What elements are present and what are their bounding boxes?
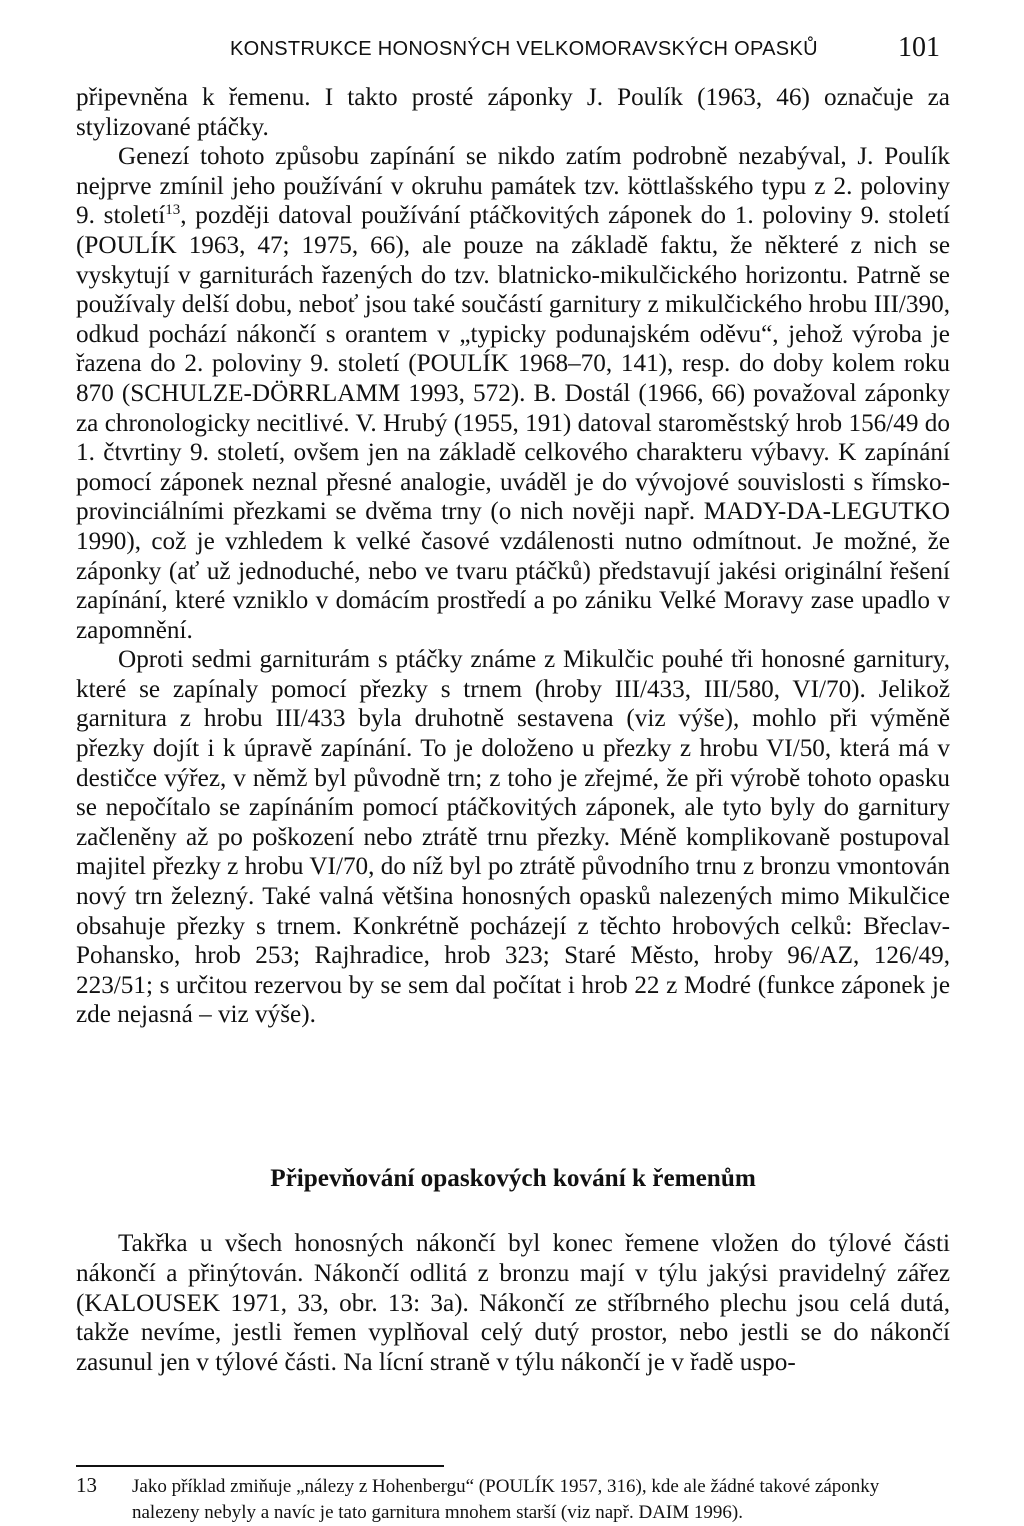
- main-text: [76, 83, 950, 1030]
- footnote-divider: [76, 1465, 444, 1467]
- paragraph-text: , později datoval používání ptáčkovitých záponek do 1. poloviny 9. století (POULÍK 1963, 47; 1975, 66), ale pouze na základě faktu, že některé z nich se vyskytují v garniturách řazených do tzv. blatnicko-mikulčického horizontu. Patrně se používaly delší dobu, neboť jsou také součástí garnitury z mikulčického hrobu III/390, odkud pochází nákončí s orantem v „typicky podunajském oděvu“, jehož výroba je řazena do 2. poloviny 9. století (POULÍK 1968–70, 141), resp. do doby kolem roku 870 (SCHULZE-DÖRRLAMM 1993, 572). B. Dostál (1966, 66) považoval záponky za chronologicky necitlivé. V. Hrubý (1955, 191) datoval staroměstský hrob 156/49 do 1. čtvrtiny 9. století, ovšem jen na základě celkového charakteru výbavy. K zapínání pomocí záponek neznal přesné analogie, uváděl je do vývojové souvislosti s římsko-provinciálními přezkami se dvěma trny (o nich nověji např. MADY-DA-LEGUTKO 1990), což je vzhledem k velké časové vzdálenosti nutno odmítnout. Je možné, že záponky (ať už jednoduché, nebo ve tvaru ptáčků) představují jakési originální řešení zapínání, které vzniklo v domácím prostředí a po zániku Velké Moravy zase upadlo v zapomnění.: [76, 202, 950, 644]
- footnote-reference: 13: [165, 202, 181, 219]
- paragraph-text: Genezí tohoto způsobu zapínání se nikdo zatím podrobně nezabýval, J. Poulík nejprve zmínil jeho používání v okruhu památek tzv. köttlašského typu z 2. poloviny 9. století: [76, 143, 950, 230]
- running-head: KONSTRUKCE HONOSNÝCH VELKOMORAVSKÝCH OPASKŮ: [230, 38, 818, 60]
- paragraph-genesis: [76, 142, 950, 645]
- footnote: [76, 1474, 950, 1526]
- section-text: [76, 1229, 950, 1378]
- paragraph-buckles: Oproti sedmi garniturám s ptáčky známe z Mikulčic pouhé tři honosné garnitury, které se zapínaly pomocí přezky s trnem (hroby III/433, III/580, VI/70). Jelikož garnitura z hrobu III/433 byla druhotně sestavena (viz výše), mohlo při výměně přezky dojít i k úpravě zapínání. To je doloženo u přezky z hrobu VI/50, která má v destičce výřez, v němž byl původně trn; z toho je zřejmé, že při výrobě tohoto opasku se nepočítalo se zapínáním pomocí ptáčkovitých záponek, ale tyto byly do garnitury začleněny až po poškození nebo ztrátě trnu přezky. Méně komplikovaně postupoval majitel přezky z hrobu VI/70, do níž byl po ztrátě původního trnu z bronzu vmontován nový trn železný. Také valná většina honosných opasků nalezených mimo Mikulčice obsahuje přezky s trnem. Konkrétně pocházejí z těchto hrobových celků: Břeclav-Pohansko, hrob 253; Rajhradice, hrob 323; Staré Město, hroby 96/AZ, 126/49, 223/51; s určitou rezervou by se sem dal počítat i hrob 22 z Modré (funkce záponek je zde nejasná – viz výše).: [76, 646, 950, 1029]
- section-paragraph: Takřka u všech honosných nákončí byl konec řemene vložen do týlové části nákončí a přinýtován. Nákončí odlitá z bronzu mají v týlu jakýsi pravidelný zářez (KALOUSEK 1971, 33, obr. 13: 3a). Nákončí ze stříbrného plechu jsou celá dutá, takže nevíme, jestli řemen vyplňoval celý dutý prostor, nebo jestli se do nákončí zasunul jen v týlové části. Na lícní straně v týlu nákončí je v řadě uspo-: [76, 1230, 950, 1377]
- section-heading: Připevňování opaskových kování k řemenům: [270, 1165, 756, 1192]
- page-number: 101: [898, 32, 940, 63]
- paragraph-continuation: připevněna k řemenu. I takto prosté záponky J. Poulík (1963, 46) označuje za stylizované ptáčky.: [76, 84, 950, 141]
- footnote-number: 13: [76, 1473, 97, 1497]
- footnote-text: Jako příklad zmiňuje „nálezy z Hohenbergu“ (POULÍK 1957, 316), kde ale žádné takové záponky nalezeny nebyly a navíc je tato garnitura mnohem starší (viz např. DAIM 1996).: [132, 1476, 880, 1523]
